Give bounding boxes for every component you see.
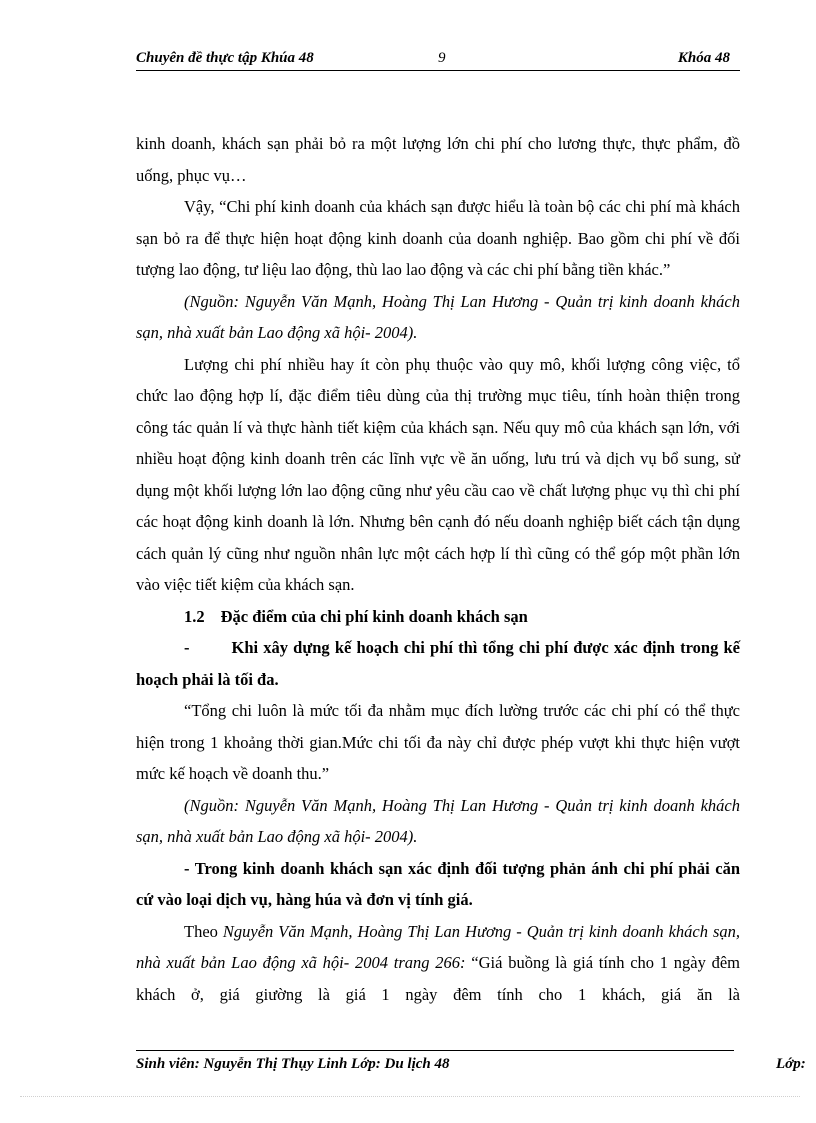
pricing-lead: Theo (184, 921, 218, 941)
bullet-max-cost-text: Khi xây dựng kế hoạch chi phí thì tổng chi phí được xác định trong kế hoạch phải là tối đa. (136, 638, 740, 689)
section-heading (136, 601, 740, 633)
section-title: Đặc điểm của chi phí kinh doanh khách sạn (220, 606, 528, 626)
page-header (136, 50, 740, 72)
source-citation-2: (Nguồn: Nguyễn Văn Mạnh, Hoàng Thị Lan Hương - Quản trị kinh doanh khách sạn, nhà xuất bản Lao động xã hội- 2004). (136, 795, 740, 846)
pricing-source: Nguyễn Văn Mạnh, Hoàng Thị Lan Hương - Quản trị kinh doanh khách sạn, nhà xuất bản Lao động xã hội- 2004 trang 266: (136, 921, 741, 972)
header-rule (136, 70, 740, 71)
paragraph-max-spend: “Tổng chi luôn là mức tối đa nhằm mục đích lường trước các chi phí có thể thực hiện trong 1 khoảng thời gian.Mức chi tối đa này chỉ được phép vượt khi thực hiện vượt mức kế hoạch về doanh thu.” (136, 701, 740, 783)
footer-rule (136, 1050, 734, 1051)
header-class: Khóa 48 (677, 50, 730, 66)
bullet-dash: - (184, 638, 190, 657)
document-body (136, 128, 740, 1010)
bullet-max-cost (136, 632, 740, 695)
bullet-cost-object: - Trong kinh doanh khách sạn xác định đối tượng phản ánh chi phí phải căn cứ vào loại dịch vụ, hàng húa và đơn vị tính giá. (136, 858, 740, 909)
footer-student: Sinh viên: Nguyễn Thị Thụy Linh Lớp: Du lịch 48 (136, 1056, 450, 1072)
paragraph-cost-factors: Lượng chi phí nhiều hay ít còn phụ thuộc vào quy mô, khối lượng công việc, tổ chức lao động hợp lí, đặc điểm tiêu dùng của thị trường mục tiêu, tính hoàn thiện trong công tác quản lí và thực hành tiết kiệm của khách sạn. Nếu quy mô của khách sạn lớn, với nhiều hoạt động kinh doanh trên các lĩnh vực về ăn uống, lưu trú và dịch vụ bổ sung, sử dụng một khối lượng lớn lao động cũng như yêu cầu cao về chất lượng phục vụ thì chi phí các hoạt động kinh doanh là lớn. Nhưng bên cạnh đó nếu doanh nghiệp biết cách tận dụng cách quản lý cũng như nguồn nhân lực một cách hợp lí thì cũng có thể góp một phần lớn vào việc tiết kiệm của khách sạn. (136, 354, 740, 594)
header-title: Chuyên đề thực tập Khúa 48 (136, 50, 314, 66)
page-break-line (20, 1096, 800, 1097)
paragraph-1: kinh doanh, khách sạn phải bỏ ra một lượng lớn chi phí cho lương thực, thực phẩm, đồ uống, phục vụ… (136, 134, 740, 185)
section-number: 1.2 (184, 606, 205, 626)
pricing-quote: “Giá buồng là giá tính cho 1 ngày đêm khách ở, giá giường là giá 1 ngày đêm tính cho 1 khách, giá ăn là (136, 953, 741, 1004)
source-citation-1: (Nguồn: Nguyễn Văn Mạnh, Hoàng Thị Lan Hương - Quản trị kinh doanh khách sạn, nhà xuất bản Lao động xã hội- 2004). (136, 291, 740, 342)
paragraph-pricing (136, 916, 740, 1011)
footer-class: Lớp: (776, 1056, 806, 1072)
paragraph-definition: Vậy, “Chi phí kinh doanh của khách sạn được hiểu là toàn bộ các chi phí mà khách sạn bỏ ra để thực hiện hoạt động kinh doanh của doanh nghiệp. Bao gồm chi phí về đối tượng lao động, tư liệu lao động, thù lao lao động và các chi phí bằng tiền khác.” (136, 197, 740, 279)
page-number: 9 (438, 50, 446, 66)
page-footer (136, 1056, 816, 1078)
